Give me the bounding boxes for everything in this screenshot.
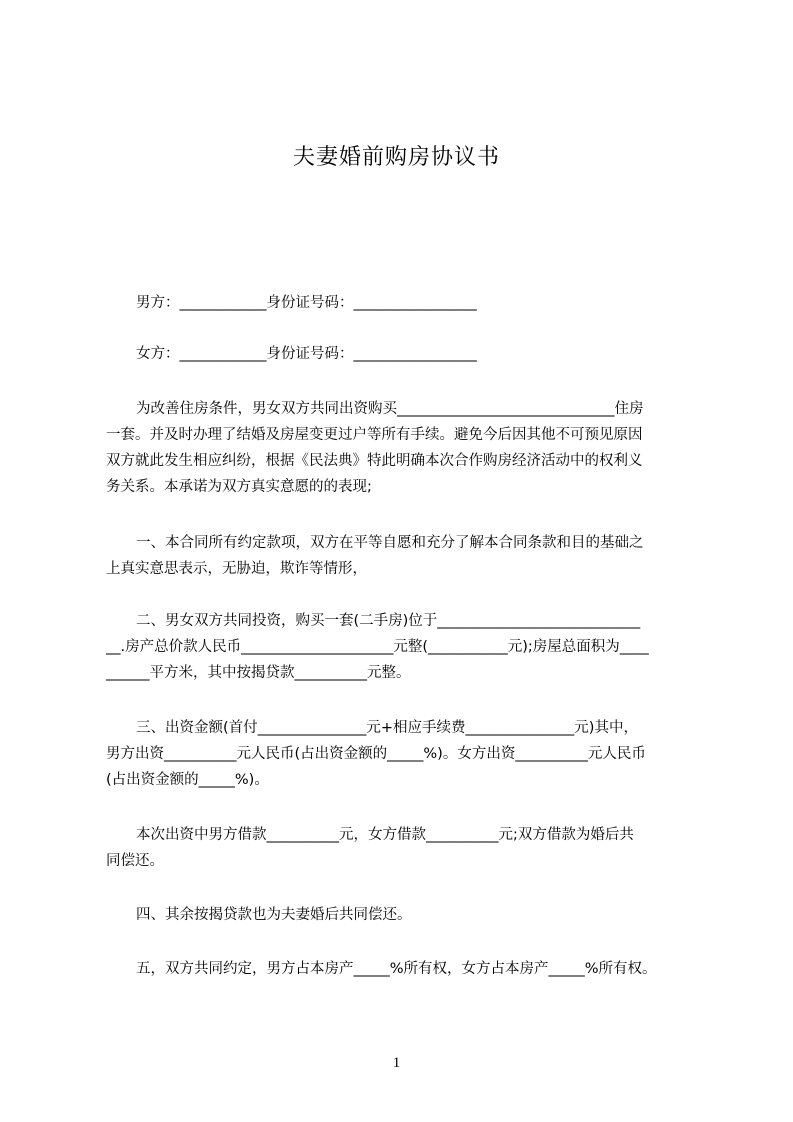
clause1-line-2: 上真实意思表示，无胁迫，欺诈等情形， (106, 561, 367, 577)
male-party-line: 男方：____________身份证号码：_________________ (136, 295, 477, 311)
clause2-line-3: ______平方米，其中按揭贷款__________元整。 (106, 665, 411, 681)
clause3-line-3: (占出资金额的_____%)。 (106, 772, 269, 788)
clause5-line: 五，双方共同约定，男方占本房产_____%所有权，女方占本房产_____%所有权。 (136, 961, 657, 977)
document-title: 夫妻婚前购房协议书 (292, 145, 500, 170)
clause3-line-2: 男方出资__________元人民币(占出资金额的_____%)。女方出资__________元人民币 (106, 746, 646, 762)
page-number: 1 (392, 1055, 401, 1071)
clause2-line-2: __.房产总价款人民币_____________________元整(___________元);房屋总面积为____ (106, 639, 649, 655)
clause4-line: 四、其余按揭贷款也为夫妻婚后共同偿还。 (136, 907, 412, 923)
intro-line-1: 为改善住房条件，男女双方共同出资购买______________________________住房 (136, 401, 644, 417)
clause1-line-1: 一、本合同所有约定款项，双方在平等自愿和充分了解本合同条款和目的基础之 (136, 535, 644, 551)
loan-line-1: 本次出资中男方借款__________元，女方借款__________元;双方借款为婚后共 (136, 827, 634, 843)
loan-line-2: 同偿还。 (106, 853, 164, 869)
intro-line-3: 双方就此发生相应纠纷，根据《民法典》特此明确本次合作购房经济活动中的权利义 (106, 453, 643, 469)
intro-line-4: 务关系。本承诺为双方真实意愿的的表现; (106, 479, 372, 495)
female-party-line: 女方：____________身份证号码：_________________ (136, 346, 477, 362)
intro-line-2: 一套。并及时办理了结婚及房屋变更过户等所有手续。避免今后因其他不可预见原因 (106, 427, 643, 443)
clause2-line-1: 二、男女双方共同投资，购买一套(二手房)位于____________________________ (136, 613, 641, 629)
clause3-line-1: 三、出资金额(首付_______________元+相应手续费_______________元)其中， (136, 720, 638, 736)
